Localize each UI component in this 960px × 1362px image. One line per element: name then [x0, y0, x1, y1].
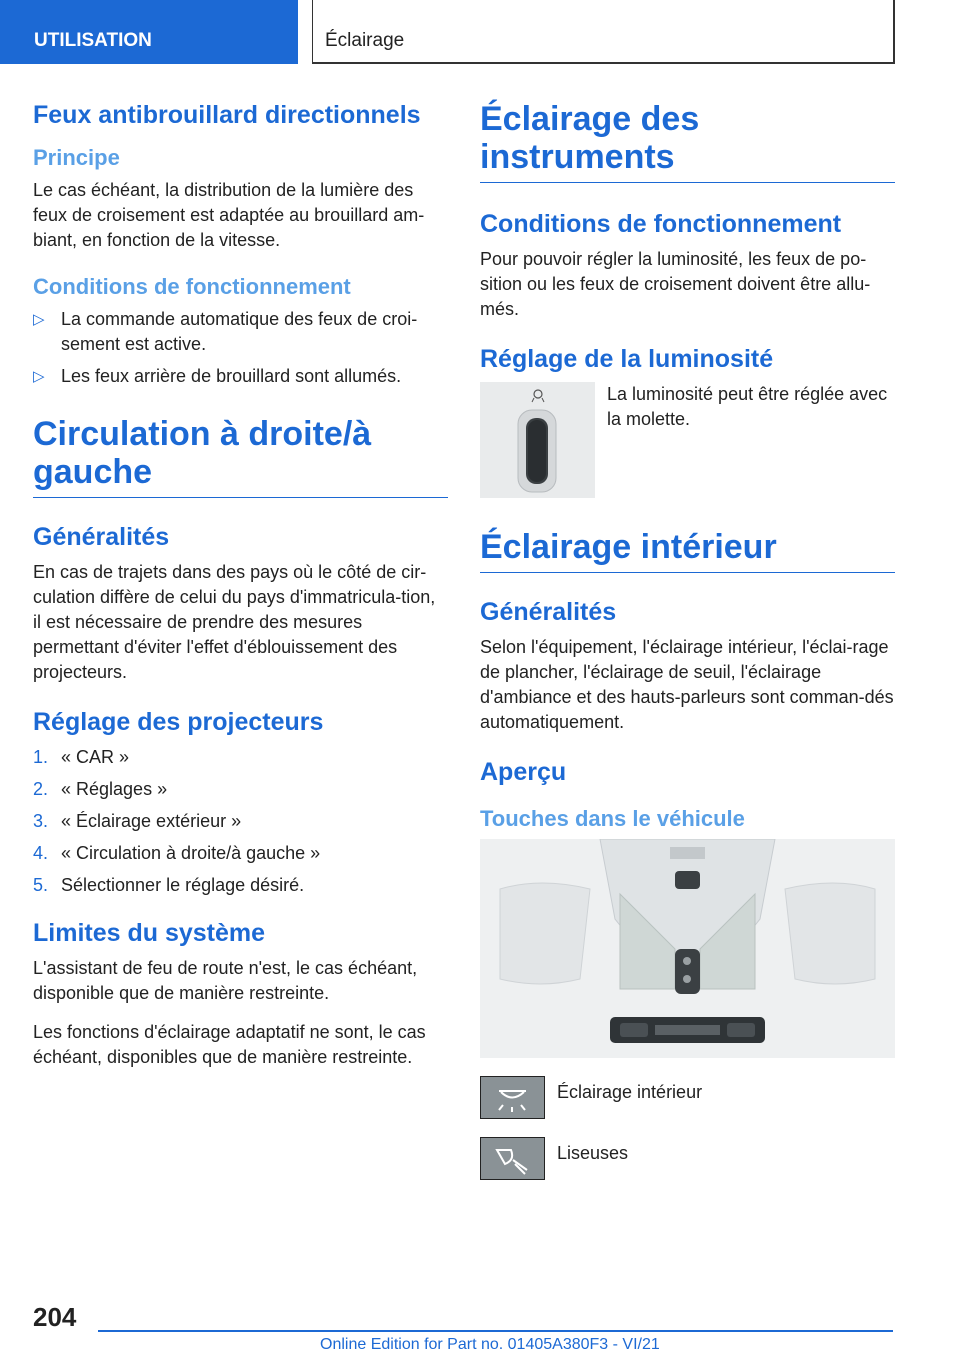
key-reading-light: [480, 1137, 895, 1180]
heading-limites: Limites du système: [33, 919, 266, 947]
key-interior-light: [480, 1076, 895, 1119]
limites-text-2: Les fonctions d'éclairage adaptatif ne sont, le cas échéant, disponibles que de manière restreinte.: [33, 1022, 426, 1067]
triangle-right-icon: ▷: [33, 311, 45, 328]
list-item: 4. « Circulation à droite/à gauche »: [33, 843, 321, 863]
key-label-reading: Liseuses: [557, 1143, 629, 1163]
heading-luminosite: Réglage de la luminosité: [480, 345, 774, 373]
interior-light-icon: [480, 1076, 545, 1119]
reglage-steps: [33, 745, 448, 898]
generalites-text-right: Selon l'équipement, l'éclairage intérieur, l'éclai-rage de plancher, l'éclairage de seuil, l'éclairage d'ambiance et des hauts-parleurs sont comman-dés automatiquement.: [480, 637, 894, 732]
heading-generalites-right: Généralités: [480, 598, 617, 626]
chapter-title: Éclairage: [325, 30, 405, 51]
heading-circulation: Circulation à droite/à gauche: [33, 415, 448, 498]
heading-principe: Principe: [33, 145, 120, 170]
conditions-text-right: Pour pouvoir régler la luminosité, les feux de po-sition ou les feux de croisement doivent être allu-més.: [480, 249, 871, 319]
footer-edition: Online Edition for Part no. 01405A380F3 - VI/21: [320, 1336, 660, 1353]
conditions-list: [33, 307, 448, 389]
heading-touches: Touches dans le véhicule: [480, 806, 745, 831]
heading-apercu: Aperçu: [480, 758, 567, 786]
section-title: UTILISATION: [34, 30, 152, 51]
page-number: 204: [33, 1302, 77, 1332]
list-item: 2. « Réglages »: [33, 779, 168, 799]
generalites-text-left: En cas de trajets dans des pays où le côté de cir-culation diffère de celui du pays d'immatricula-tion, il est nécessaire de prendre des mesures permettant d'éviter l'effet d'éblouissement des projecteurs.: [33, 562, 436, 682]
heading-fog-lights: Feux antibrouillard directionnels: [33, 101, 421, 129]
list-item: ▷ La commande automatique des feux de croi-sement est active.: [33, 309, 418, 354]
list-item: ▷ Les feux arrière de brouillard sont allumés.: [33, 364, 448, 389]
left-column: [33, 100, 448, 1084]
luminosite-text: La luminosité peut être réglée avec la molette.: [607, 384, 888, 429]
interior-console-image: [480, 839, 895, 1058]
right-column: [480, 100, 895, 1198]
heading-instruments: Éclairage des instruments: [480, 100, 895, 183]
thumbwheel-image: [480, 382, 595, 498]
roof-console-icon: [480, 839, 895, 1058]
limites-text-1: L'assistant de feu de route n'est, le cas échéant, disponible que de manière restreinte.: [33, 958, 418, 1003]
triangle-right-icon: ▷: [33, 368, 45, 385]
brightness-row: [480, 382, 895, 498]
footer-rule: [98, 1330, 893, 1332]
reading-light-icon: [480, 1137, 545, 1180]
section-tab: [0, 0, 298, 64]
thumbwheel-icon: [480, 382, 595, 498]
list-item: 3. « Éclairage extérieur »: [33, 811, 242, 831]
list-item: 1. « CAR »: [33, 747, 130, 767]
heading-generalites-left: Généralités: [33, 523, 170, 551]
list-item: 5. Sélectionner le réglage désiré.: [33, 875, 305, 895]
key-label-interior: Éclairage intérieur: [557, 1082, 703, 1102]
heading-conditions-right: Conditions de fonctionnement: [480, 210, 842, 238]
heading-interieur: Éclairage intérieur: [480, 528, 895, 573]
heading-conditions: Conditions de fonctionnement: [33, 274, 351, 299]
heading-reglage: Réglage des projecteurs: [33, 708, 324, 736]
principe-text: Le cas échéant, la distribution de la lumière des feux de croisement est adaptée au brouillard am-biant, en fonction de la vitesse.: [33, 180, 425, 250]
chapter-tab: [312, 0, 895, 64]
